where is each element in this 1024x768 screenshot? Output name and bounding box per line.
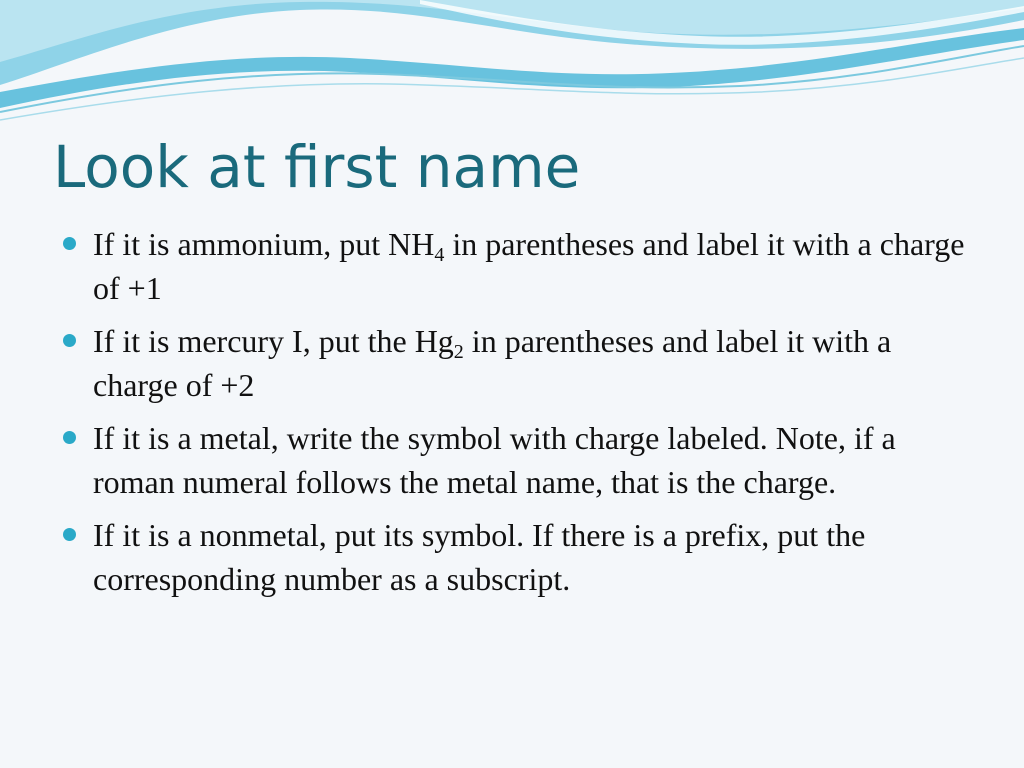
item-subscript: 2 — [453, 341, 464, 363]
item-subscript: 4 — [434, 244, 445, 266]
bullet-dot-icon — [63, 431, 76, 444]
item-text: in parentheses and label it with a charge of +2 — [93, 323, 892, 403]
list-item — [60, 319, 975, 407]
bullet-list — [60, 222, 975, 610]
slide-title: Look at first name — [53, 133, 581, 201]
item-text: If it is mercury I, put the Hg — [93, 323, 454, 359]
item-text: If it is a metal, write the symbol with charge labeled. Note, if a roman numeral follows the metal name, that is the charge. — [93, 420, 896, 500]
list-item — [60, 513, 975, 601]
item-text: in parentheses and label it with a charge of +1 — [93, 226, 965, 306]
header-wave-decoration — [0, 0, 1024, 130]
bullet-dot-icon — [63, 334, 76, 347]
item-text: If it is a nonmetal, put its symbol. If there is a prefix, put the corresponding number as a subscript. — [93, 517, 866, 597]
list-item — [60, 416, 975, 504]
bullet-dot-icon — [63, 237, 76, 250]
item-text: If it is ammonium, put NH — [93, 226, 435, 262]
bullet-dot-icon — [63, 528, 76, 541]
list-item — [60, 222, 975, 310]
